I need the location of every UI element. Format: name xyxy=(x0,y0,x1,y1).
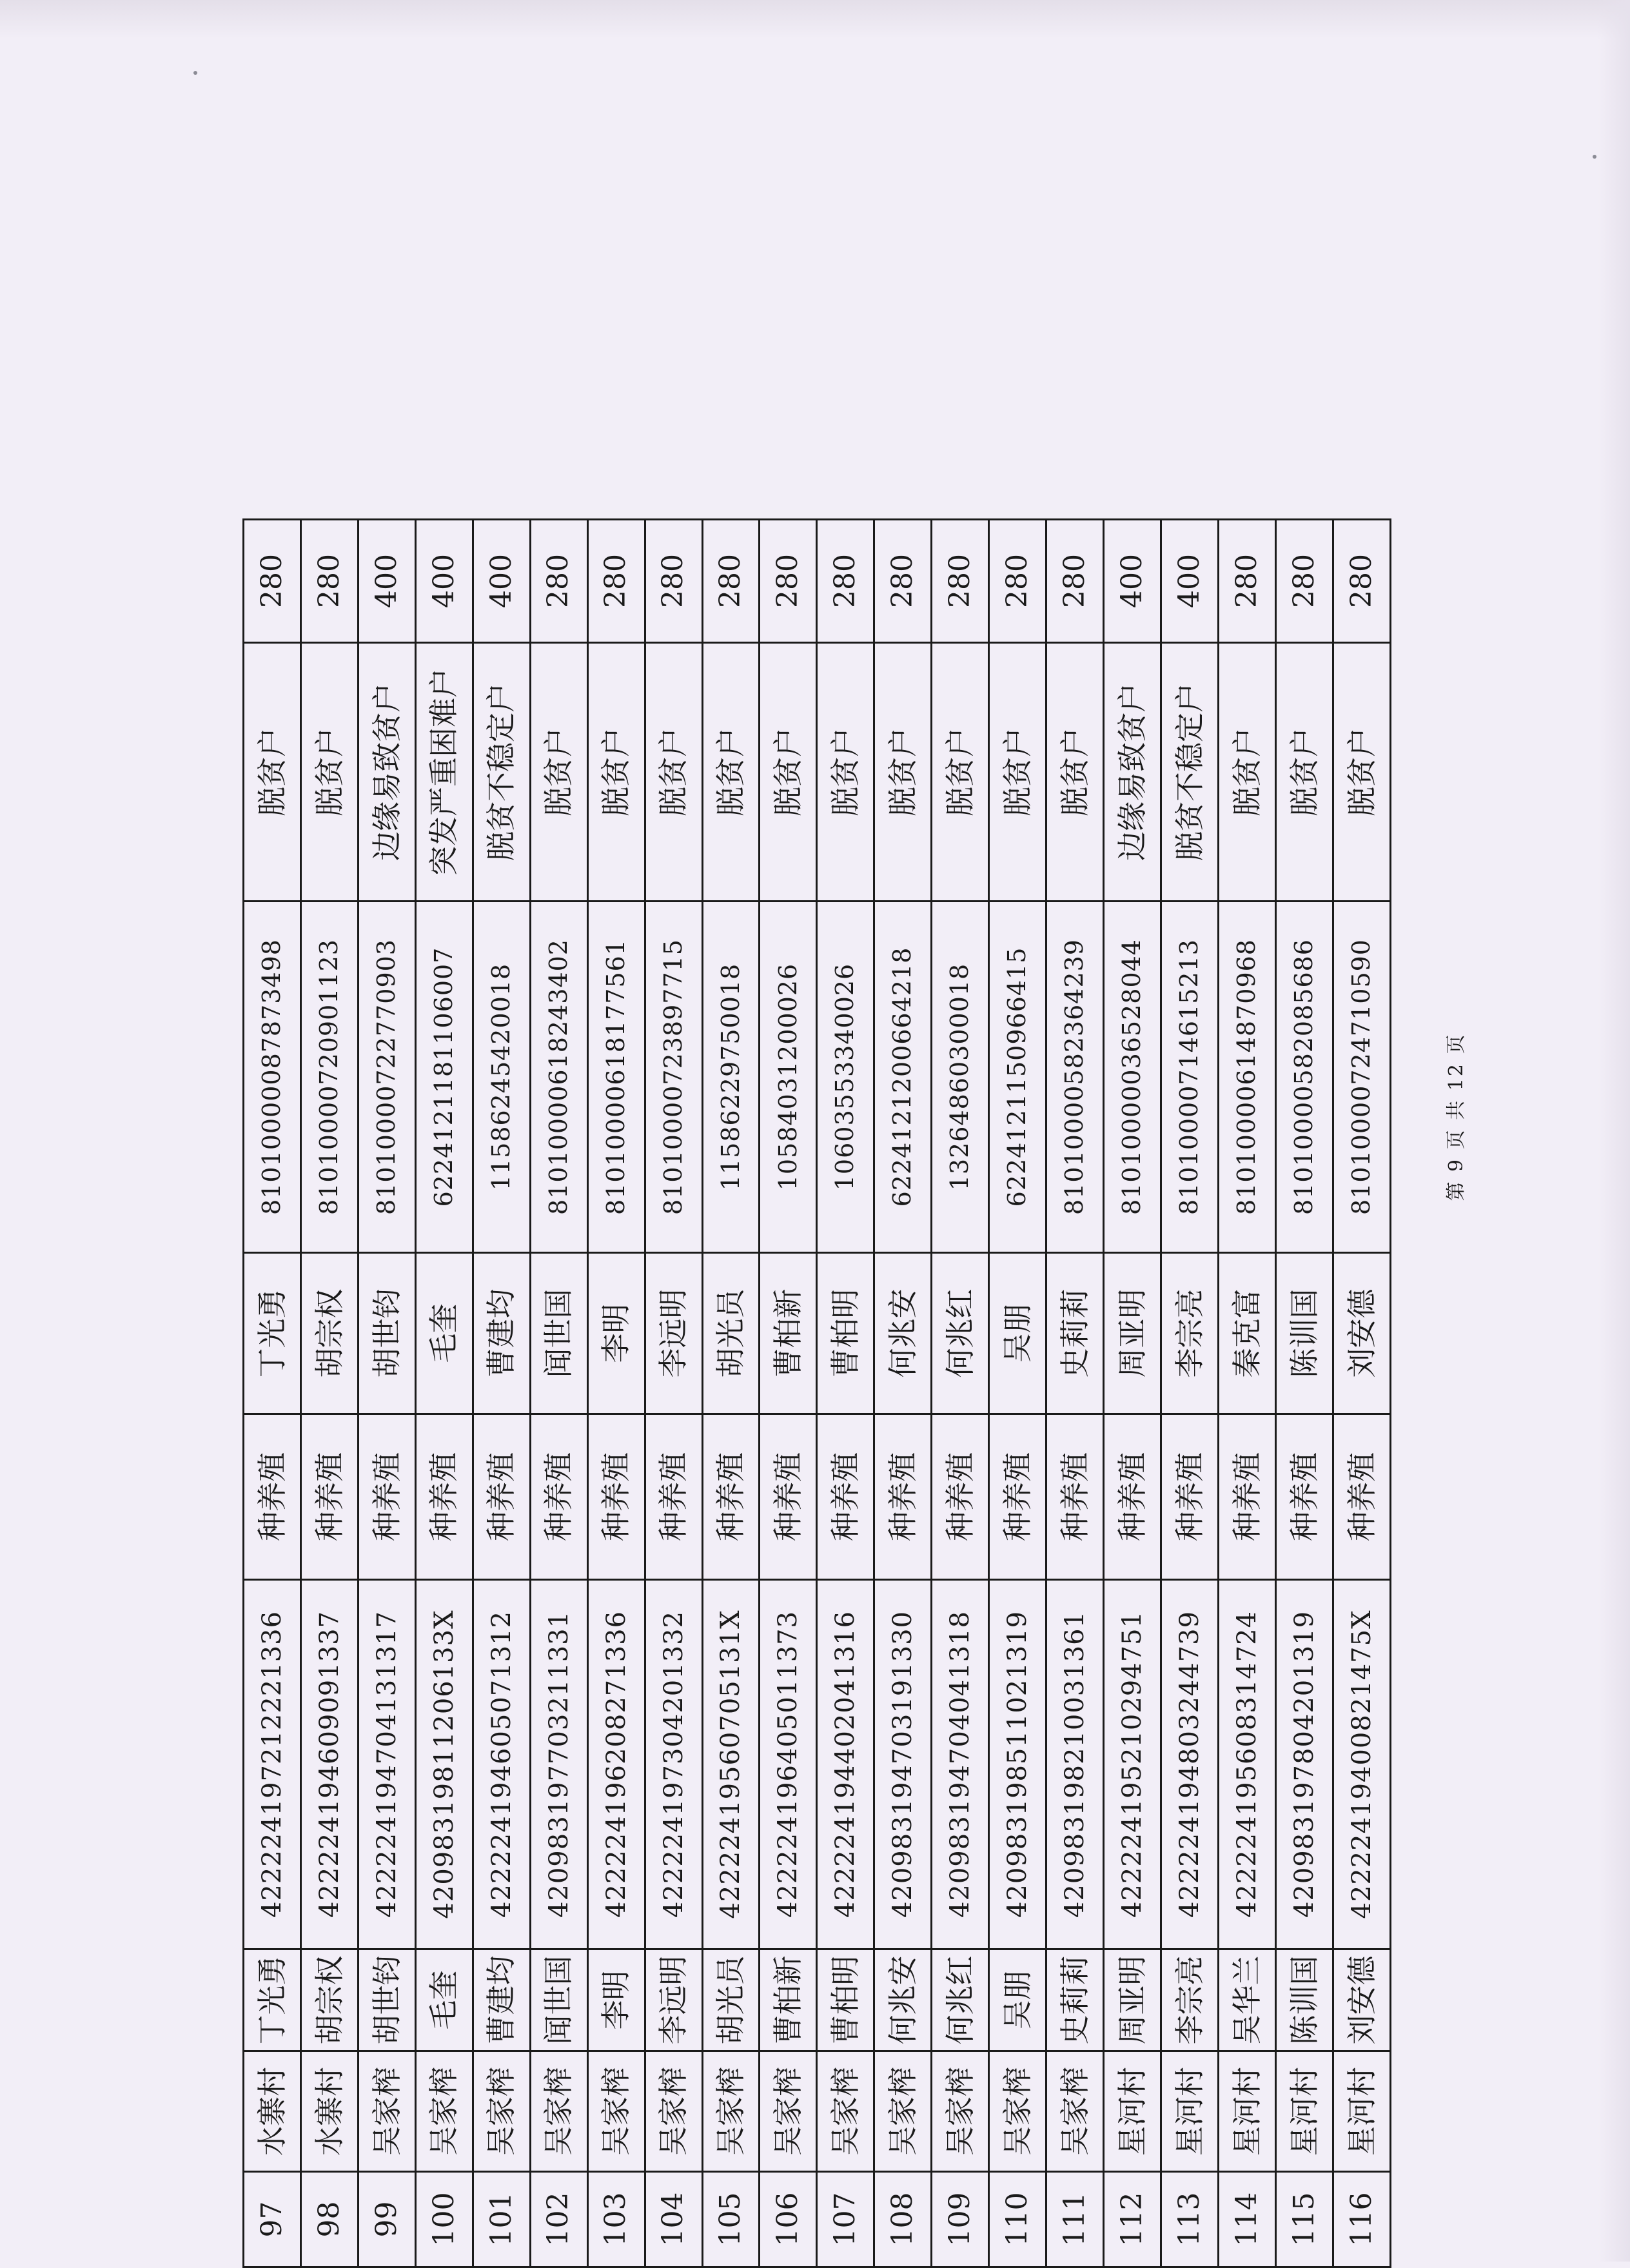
cell-name: 何兆红 xyxy=(932,1949,989,2051)
cell-name: 李远明 xyxy=(645,1949,702,2051)
cell-household-type: 脱贫户 xyxy=(244,643,301,902)
cell-account-holder: 何兆红 xyxy=(932,1253,989,1414)
cell-name: 曹柏新 xyxy=(760,1949,817,2051)
cell-seq: 103 xyxy=(587,2172,645,2267)
cell-id-number: 42098319811206133X xyxy=(415,1580,473,1949)
scan-speck xyxy=(193,71,197,75)
cell-account-holder: 周亚明 xyxy=(1104,1253,1161,1414)
cell-account-holder: 李明 xyxy=(587,1253,645,1414)
cell-household-type: 脱贫户 xyxy=(645,643,702,902)
cell-name: 周亚明 xyxy=(1104,1949,1161,2051)
cell-account-holder: 胡世钧 xyxy=(358,1253,415,1414)
cell-industry: 种养殖 xyxy=(1104,1414,1161,1580)
cell-village: 星河村 xyxy=(1218,2051,1275,2172)
table-row xyxy=(1275,520,1333,2267)
cell-account-holder: 曹建均 xyxy=(473,1253,530,1414)
cell-seq: 114 xyxy=(1218,2172,1275,2267)
cell-seq: 98 xyxy=(300,2172,358,2267)
cell-id-number: 420983197804201319 xyxy=(1275,1580,1333,1949)
cell-village: 吴家榨 xyxy=(645,2051,702,2172)
cell-household-type: 脱贫户 xyxy=(1218,643,1275,902)
cell-village: 星河村 xyxy=(1104,2051,1161,2172)
cell-name: 吴朋 xyxy=(989,1949,1046,2051)
cell-account-holder: 秦克富 xyxy=(1218,1253,1275,1414)
cell-account-holder: 何兆安 xyxy=(874,1253,932,1414)
cell-seq: 106 xyxy=(760,2172,817,2267)
cell-amount: 280 xyxy=(587,520,645,643)
table-row xyxy=(932,520,989,2267)
cell-id-number: 422224196405011373 xyxy=(760,1580,817,1949)
cell-seq: 107 xyxy=(817,2172,874,2267)
cell-account: 81010000087873498 xyxy=(244,902,301,1253)
cell-village: 吴家榨 xyxy=(817,2051,874,2172)
cell-seq: 102 xyxy=(530,2172,587,2267)
cell-account: 6224121200664218 xyxy=(874,902,932,1253)
cell-name: 刘安德 xyxy=(1333,1949,1390,2051)
cell-industry: 种养殖 xyxy=(1046,1414,1104,1580)
cell-account-holder: 曹柏明 xyxy=(817,1253,874,1414)
table-row xyxy=(645,520,702,2267)
cell-seq: 113 xyxy=(1161,2172,1219,2267)
cell-amount: 400 xyxy=(1104,520,1161,643)
cell-id-number: 420983197703211331 xyxy=(530,1580,587,1949)
cell-account: 81010000618177561 xyxy=(587,902,645,1253)
table-row xyxy=(1104,520,1161,2267)
cell-household-type: 脱贫不稳定户 xyxy=(473,643,530,902)
cell-seq: 110 xyxy=(989,2172,1046,2267)
cell-name: 史莉莉 xyxy=(1046,1949,1104,2051)
cell-name: 胡光员 xyxy=(702,1949,760,2051)
cell-id-number: 420983194704041318 xyxy=(932,1580,989,1949)
cell-account-holder: 丁光勇 xyxy=(244,1253,301,1414)
cell-account: 81010000722770903 xyxy=(358,902,415,1253)
cell-household-type: 脱贫户 xyxy=(530,643,587,902)
cell-amount: 400 xyxy=(1161,520,1219,643)
cell-household-type: 脱贫户 xyxy=(817,643,874,902)
cell-seq: 109 xyxy=(932,2172,989,2267)
beneficiary-table xyxy=(242,518,1391,2268)
cell-village: 吴家榨 xyxy=(702,2051,760,2172)
cell-account: 81010000723897715 xyxy=(645,902,702,1253)
cell-amount: 280 xyxy=(300,520,358,643)
table-row xyxy=(244,520,301,2267)
cell-account: 81010000614870968 xyxy=(1218,902,1275,1253)
cell-id-number: 420983194703191330 xyxy=(874,1580,932,1949)
cell-industry: 种养殖 xyxy=(817,1414,874,1580)
cell-household-type: 脱贫户 xyxy=(1333,643,1390,902)
cell-id-number: 422224194402041316 xyxy=(817,1580,874,1949)
cell-amount: 400 xyxy=(358,520,415,643)
cell-name: 陈训国 xyxy=(1275,1949,1333,2051)
cell-village: 吴家榨 xyxy=(1046,2051,1104,2172)
cell-seq: 116 xyxy=(1333,2172,1390,2267)
cell-amount: 280 xyxy=(702,520,760,643)
cell-amount: 280 xyxy=(932,520,989,643)
cell-amount: 280 xyxy=(989,520,1046,643)
cell-id-number: 422224194609091337 xyxy=(300,1580,358,1949)
cell-household-type: 脱贫户 xyxy=(874,643,932,902)
table-row xyxy=(817,520,874,2267)
cell-industry: 种养殖 xyxy=(1161,1414,1219,1580)
cell-amount: 280 xyxy=(1275,520,1333,643)
cell-seq: 101 xyxy=(473,2172,530,2267)
cell-id-number: 422224194803244739 xyxy=(1161,1580,1219,1949)
cell-id-number: 420983198511021319 xyxy=(989,1580,1046,1949)
cell-name: 曹柏明 xyxy=(817,1949,874,2051)
cell-household-type: 脱贫户 xyxy=(989,643,1046,902)
cell-account: 10584031200026 xyxy=(760,902,817,1253)
cell-account: 11586245420018 xyxy=(473,902,530,1253)
table-row xyxy=(1218,520,1275,2267)
cell-village: 星河村 xyxy=(1275,2051,1333,2172)
cell-account: 81010000724710590 xyxy=(1333,902,1390,1253)
cell-seq: 108 xyxy=(874,2172,932,2267)
cell-household-type: 脱贫户 xyxy=(587,643,645,902)
cell-seq: 97 xyxy=(244,2172,301,2267)
scan-speck xyxy=(1593,155,1596,159)
cell-village: 星河村 xyxy=(1333,2051,1390,2172)
cell-id-number: 422224194605071312 xyxy=(473,1580,530,1949)
cell-account: 11586229750018 xyxy=(702,902,760,1253)
cell-amount: 400 xyxy=(415,520,473,643)
cell-amount: 280 xyxy=(1046,520,1104,643)
cell-account-holder: 毛奎 xyxy=(415,1253,473,1414)
cell-name: 李明 xyxy=(587,1949,645,2051)
cell-account-holder: 李远明 xyxy=(645,1253,702,1414)
cell-account: 10603553340026 xyxy=(817,902,874,1253)
cell-household-type: 脱贫不稳定户 xyxy=(1161,643,1219,902)
cell-village: 吴家榨 xyxy=(473,2051,530,2172)
cell-account-holder: 胡光员 xyxy=(702,1253,760,1414)
table-body xyxy=(244,520,1391,2267)
cell-village: 吴家榨 xyxy=(415,2051,473,2172)
cell-name: 毛奎 xyxy=(415,1949,473,2051)
cell-village: 吴家榨 xyxy=(530,2051,587,2172)
cell-account: 81010000720901123 xyxy=(300,902,358,1253)
cell-amount: 280 xyxy=(817,520,874,643)
cell-account: 81010000582085686 xyxy=(1275,902,1333,1253)
cell-village: 水寨村 xyxy=(300,2051,358,2172)
table-row xyxy=(300,520,358,2267)
cell-village: 吴家榨 xyxy=(760,2051,817,2172)
cell-village: 吴家榨 xyxy=(358,2051,415,2172)
cell-account-holder: 曹柏新 xyxy=(760,1253,817,1414)
cell-account-holder: 闻世国 xyxy=(530,1253,587,1414)
cell-household-type: 边缘易致贫户 xyxy=(1104,643,1161,902)
cell-account-holder: 史莉莉 xyxy=(1046,1253,1104,1414)
cell-seq: 115 xyxy=(1275,2172,1333,2267)
scan-shadow-top xyxy=(0,0,1630,39)
cell-account-holder: 李宗亮 xyxy=(1161,1253,1219,1414)
table-row xyxy=(760,520,817,2267)
cell-name: 李宗亮 xyxy=(1161,1949,1219,2051)
cell-id-number: 422224197304201332 xyxy=(645,1580,702,1949)
table-row xyxy=(1046,520,1104,2267)
cell-industry: 种养殖 xyxy=(473,1414,530,1580)
cell-industry: 种养殖 xyxy=(702,1414,760,1580)
cell-account: 81010000582364239 xyxy=(1046,902,1104,1253)
table-row xyxy=(473,520,530,2267)
cell-household-type: 脱贫户 xyxy=(300,643,358,902)
cell-amount: 280 xyxy=(760,520,817,643)
cell-amount: 400 xyxy=(473,520,530,643)
cell-account-holder: 刘安德 xyxy=(1333,1253,1390,1414)
cell-industry: 种养殖 xyxy=(1333,1414,1390,1580)
cell-name: 胡世钧 xyxy=(358,1949,415,2051)
cell-name: 胡宗权 xyxy=(300,1949,358,2051)
cell-name: 丁光勇 xyxy=(244,1949,301,2051)
cell-seq: 105 xyxy=(702,2172,760,2267)
beneficiary-table-rotated xyxy=(242,520,1391,2268)
cell-village: 水寨村 xyxy=(244,2051,301,2172)
cell-account: 13264860300018 xyxy=(932,902,989,1253)
cell-industry: 种养殖 xyxy=(1275,1414,1333,1580)
table-row xyxy=(415,520,473,2267)
cell-household-type: 脱贫户 xyxy=(1046,643,1104,902)
cell-household-type: 脱贫户 xyxy=(760,643,817,902)
cell-account: 6224121181106007 xyxy=(415,902,473,1253)
table-row xyxy=(874,520,932,2267)
table-row xyxy=(587,520,645,2267)
cell-id-number: 420983198210031361 xyxy=(1046,1580,1104,1949)
cell-seq: 100 xyxy=(415,2172,473,2267)
cell-seq: 99 xyxy=(358,2172,415,2267)
cell-industry: 种养殖 xyxy=(415,1414,473,1580)
cell-name: 吴华兰 xyxy=(1218,1949,1275,2051)
cell-village: 吴家榨 xyxy=(989,2051,1046,2172)
cell-account-holder: 陈训国 xyxy=(1275,1253,1333,1414)
cell-village: 吴家榨 xyxy=(932,2051,989,2172)
cell-household-type: 边缘易致贫户 xyxy=(358,643,415,902)
cell-village: 吴家榨 xyxy=(874,2051,932,2172)
cell-village: 吴家榨 xyxy=(587,2051,645,2172)
table-row xyxy=(358,520,415,2267)
cell-household-type: 脱贫户 xyxy=(1275,643,1333,902)
cell-account: 81010000036528044 xyxy=(1104,902,1161,1253)
cell-id-number: 422224196208271336 xyxy=(587,1580,645,1949)
cell-account: 6224121150966415 xyxy=(989,902,1046,1253)
cell-industry: 种养殖 xyxy=(244,1414,301,1580)
table-row xyxy=(702,520,760,2267)
cell-id-number: 42222419560705131X xyxy=(702,1580,760,1949)
cell-amount: 280 xyxy=(530,520,587,643)
table-row xyxy=(530,520,587,2267)
cell-village: 星河村 xyxy=(1161,2051,1219,2172)
cell-amount: 280 xyxy=(244,520,301,643)
cell-industry: 种养殖 xyxy=(530,1414,587,1580)
cell-industry: 种养殖 xyxy=(587,1414,645,1580)
scan-shadow-right xyxy=(1598,0,1630,2262)
cell-id-number: 42222419400821475X xyxy=(1333,1580,1390,1949)
cell-id-number: 422224197212221336 xyxy=(244,1580,301,1949)
cell-amount: 280 xyxy=(1218,520,1275,643)
cell-household-type: 脱贫户 xyxy=(932,643,989,902)
cell-industry: 种养殖 xyxy=(645,1414,702,1580)
cell-seq: 112 xyxy=(1104,2172,1161,2267)
cell-account-holder: 胡宗权 xyxy=(300,1253,358,1414)
table-row xyxy=(989,520,1046,2267)
cell-seq: 111 xyxy=(1046,2172,1104,2267)
cell-amount: 280 xyxy=(874,520,932,643)
cell-industry: 种养殖 xyxy=(760,1414,817,1580)
cell-id-number: 422224194704131317 xyxy=(358,1580,415,1949)
cell-id-number: 422224195210294751 xyxy=(1104,1580,1161,1949)
cell-industry: 种养殖 xyxy=(1218,1414,1275,1580)
cell-id-number: 422224195608314724 xyxy=(1218,1580,1275,1949)
cell-seq: 104 xyxy=(645,2172,702,2267)
cell-name: 闻世国 xyxy=(530,1949,587,2051)
cell-industry: 种养殖 xyxy=(358,1414,415,1580)
cell-industry: 种养殖 xyxy=(300,1414,358,1580)
cell-industry: 种养殖 xyxy=(932,1414,989,1580)
cell-name: 曹建均 xyxy=(473,1949,530,2051)
page-number-footer: 第 9 页 共 12 页 xyxy=(1445,1032,1468,1201)
cell-account: 81010000714615213 xyxy=(1161,902,1219,1253)
cell-name: 何兆安 xyxy=(874,1949,932,2051)
table-row xyxy=(1333,520,1390,2267)
cell-industry: 种养殖 xyxy=(874,1414,932,1580)
table-row xyxy=(1161,520,1219,2267)
cell-amount: 280 xyxy=(1333,520,1390,643)
cell-household-type: 突发严重困难户 xyxy=(415,643,473,902)
cell-account-holder: 吴朋 xyxy=(989,1253,1046,1414)
cell-industry: 种养殖 xyxy=(989,1414,1046,1580)
cell-household-type: 脱贫户 xyxy=(702,643,760,902)
cell-amount: 280 xyxy=(645,520,702,643)
cell-account: 81010000618243402 xyxy=(530,902,587,1253)
